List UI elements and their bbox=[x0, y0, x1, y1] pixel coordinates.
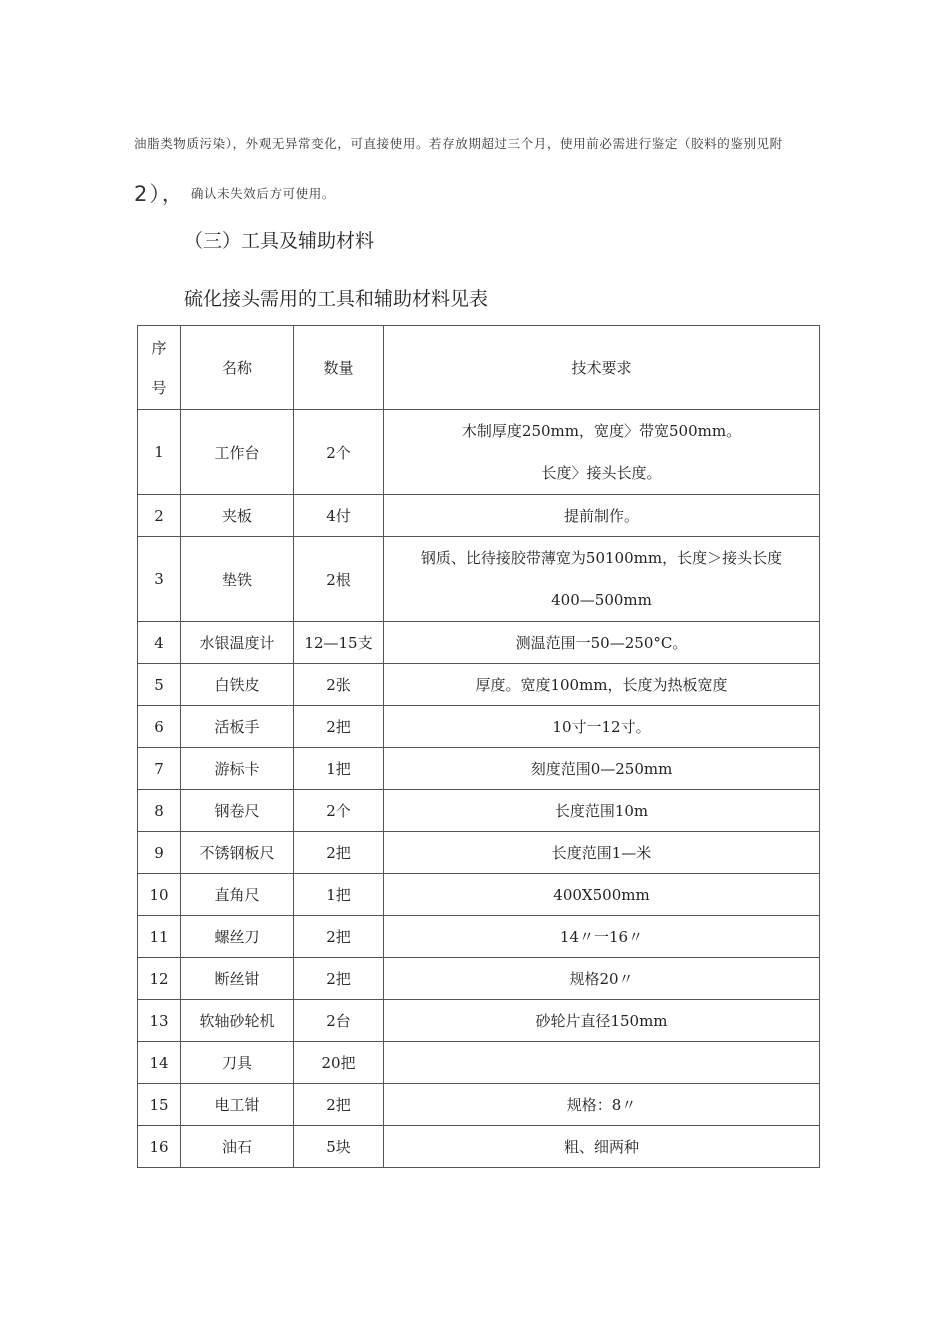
table-row bbox=[138, 495, 820, 537]
cell-name: 直角尺 bbox=[181, 874, 294, 916]
cell-qty: 2个 bbox=[294, 790, 384, 832]
cell-qty: 2把 bbox=[294, 1084, 384, 1126]
cell-seq: 9 bbox=[138, 832, 181, 874]
cell-name: 软轴砂轮机 bbox=[181, 1000, 294, 1042]
cell-name: 不锈钢板尺 bbox=[181, 832, 294, 874]
table-row bbox=[138, 832, 820, 874]
cell-req: 10寸一12寸。 bbox=[384, 706, 820, 748]
cell-req: 400X500mm bbox=[384, 874, 820, 916]
cell-qty: 2根 bbox=[294, 537, 384, 622]
cell-req: 提前制作。 bbox=[384, 495, 820, 537]
paragraph-line-1: 油脂类物质污染），外观无异常变化，可直接使用。若存放期超过三个月，使用前必需进行鉴定（胶料的鉴别见附 bbox=[134, 136, 783, 151]
cell-req-line-2: 长度〉接头长度。 bbox=[541, 464, 662, 482]
cell-name: 断丝钳 bbox=[181, 958, 294, 1000]
header-req: 技术要求 bbox=[384, 326, 820, 410]
cell-seq: 10 bbox=[138, 874, 181, 916]
appendix-number: 2）， bbox=[134, 182, 185, 206]
table-row bbox=[138, 1042, 820, 1084]
cell-seq: 11 bbox=[138, 916, 181, 958]
header-qty: 数量 bbox=[294, 326, 384, 410]
header-name: 名称 bbox=[181, 326, 294, 410]
cell-qty: 2把 bbox=[294, 958, 384, 1000]
cell-name: 刀具 bbox=[181, 1042, 294, 1084]
cell-name: 水银温度计 bbox=[181, 622, 294, 664]
table-row bbox=[138, 1084, 820, 1126]
header-seq bbox=[138, 326, 181, 410]
cell-seq: 16 bbox=[138, 1126, 181, 1168]
cell-req: 刻度范围0—250mm bbox=[384, 748, 820, 790]
cell-name: 夹板 bbox=[181, 495, 294, 537]
cell-name: 垫铁 bbox=[181, 537, 294, 622]
cell-qty: 2个 bbox=[294, 410, 384, 495]
cell-seq: 2 bbox=[138, 495, 181, 537]
paragraph-line-2-text: 确认未失效后方可使用。 bbox=[190, 186, 335, 201]
cell-qty: 2张 bbox=[294, 664, 384, 706]
cell-qty: 1把 bbox=[294, 874, 384, 916]
table-row bbox=[138, 622, 820, 664]
table-title: 硫化接头需用的工具和辅助材料见表 bbox=[184, 288, 489, 310]
cell-req: 规格20〃 bbox=[384, 958, 820, 1000]
cell-qty: 5块 bbox=[294, 1126, 384, 1168]
table-row bbox=[138, 410, 820, 495]
cell-qty: 1把 bbox=[294, 748, 384, 790]
cell-qty: 2把 bbox=[294, 916, 384, 958]
table-row bbox=[138, 1000, 820, 1042]
cell-seq: 4 bbox=[138, 622, 181, 664]
cell-req bbox=[384, 410, 820, 495]
table-row bbox=[138, 1126, 820, 1168]
cell-seq: 8 bbox=[138, 790, 181, 832]
header-seq-line-1: 序 bbox=[151, 338, 167, 357]
cell-seq: 14 bbox=[138, 1042, 181, 1084]
section-heading: （三）工具及辅助材料 bbox=[184, 230, 375, 252]
cell-qty: 2把 bbox=[294, 706, 384, 748]
cell-req: 规格：8〃 bbox=[384, 1084, 820, 1126]
cell-req: 长度范围10m bbox=[384, 790, 820, 832]
cell-name: 工作台 bbox=[181, 410, 294, 495]
cell-req: 粗、细两种 bbox=[384, 1126, 820, 1168]
cell-seq: 15 bbox=[138, 1084, 181, 1126]
table-row bbox=[138, 537, 820, 622]
tools-table bbox=[137, 325, 820, 1168]
cell-req: 测温范围一50—250°C。 bbox=[384, 622, 820, 664]
cell-name: 活板手 bbox=[181, 706, 294, 748]
cell-name: 电工钳 bbox=[181, 1084, 294, 1126]
cell-seq: 1 bbox=[138, 410, 181, 495]
paragraph-line-2 bbox=[134, 178, 335, 208]
cell-req-line-1: 钢质、比待接胶带薄宽为50100mm，长度＞接头长度 bbox=[420, 549, 783, 567]
table-row bbox=[138, 706, 820, 748]
table-row bbox=[138, 748, 820, 790]
cell-req bbox=[384, 537, 820, 622]
cell-req bbox=[384, 1042, 820, 1084]
cell-qty: 12—15支 bbox=[294, 622, 384, 664]
cell-name: 游标卡 bbox=[181, 748, 294, 790]
table-row bbox=[138, 874, 820, 916]
cell-req: 砂轮片直径150mm bbox=[384, 1000, 820, 1042]
header-seq-line-2: 号 bbox=[151, 378, 167, 397]
cell-name: 螺丝刀 bbox=[181, 916, 294, 958]
table-row bbox=[138, 790, 820, 832]
table-header-row bbox=[138, 326, 820, 410]
cell-seq: 5 bbox=[138, 664, 181, 706]
cell-seq: 12 bbox=[138, 958, 181, 1000]
cell-qty: 20把 bbox=[294, 1042, 384, 1084]
cell-qty: 4付 bbox=[294, 495, 384, 537]
table-row bbox=[138, 916, 820, 958]
cell-req: 14〃一16〃 bbox=[384, 916, 820, 958]
cell-seq: 7 bbox=[138, 748, 181, 790]
cell-qty: 2把 bbox=[294, 832, 384, 874]
cell-req-line-2: 400—500mm bbox=[551, 591, 652, 609]
cell-req: 厚度。宽度100mm，长度为热板宽度 bbox=[384, 664, 820, 706]
cell-qty: 2台 bbox=[294, 1000, 384, 1042]
cell-seq: 6 bbox=[138, 706, 181, 748]
cell-name: 钢卷尺 bbox=[181, 790, 294, 832]
cell-seq: 3 bbox=[138, 537, 181, 622]
table-row bbox=[138, 664, 820, 706]
cell-name: 油石 bbox=[181, 1126, 294, 1168]
cell-seq: 13 bbox=[138, 1000, 181, 1042]
cell-req: 长度范围1—米 bbox=[384, 832, 820, 874]
table-row bbox=[138, 958, 820, 1000]
cell-name: 白铁皮 bbox=[181, 664, 294, 706]
cell-req-line-1: 木制厚度250mm，宽度〉带宽500mm。 bbox=[461, 422, 742, 440]
